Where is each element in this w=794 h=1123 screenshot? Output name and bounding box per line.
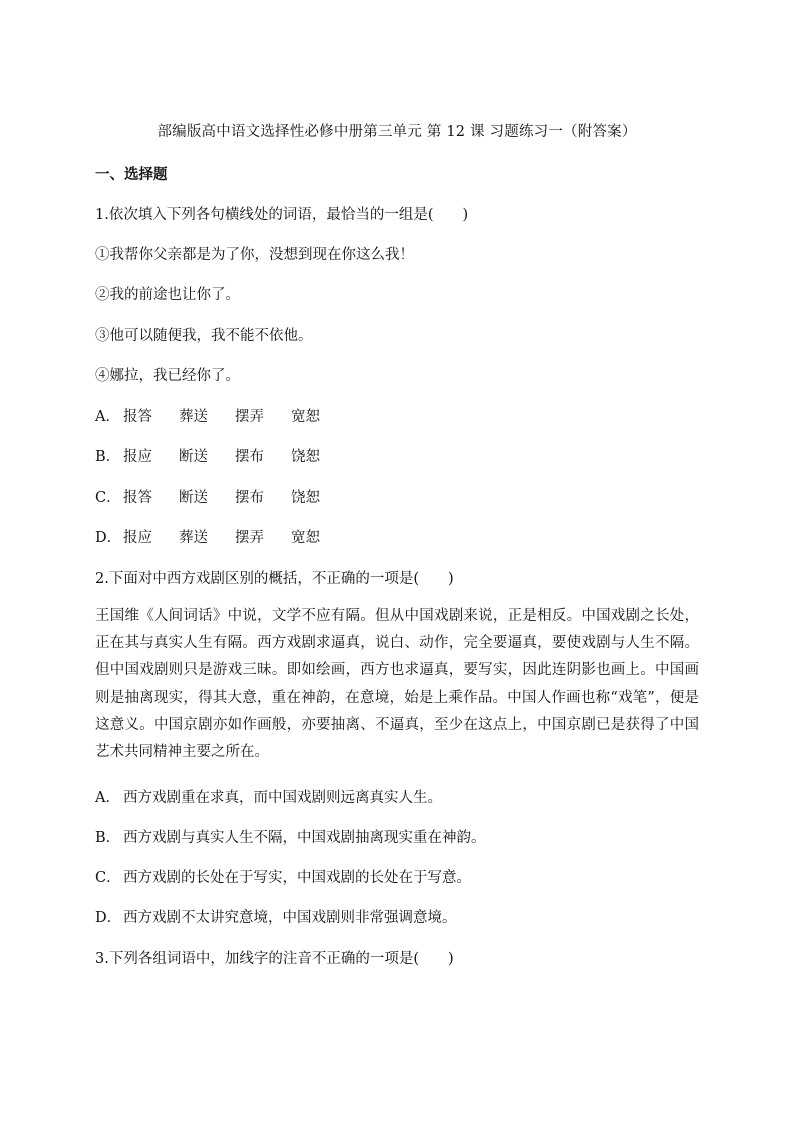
q2-passage: 王国维《人间词话》中说，文学不应有隔。但从中国戏剧来说，正是相反。中国戏剧之长处，正在其与真实人生有隔。西方戏剧求逼真，说白、动作，完全要逼真，要使戏剧与人生不隔。但中国戏剧则只是游戏三昧。即如绘画，西方也求逼真，要写实，因此连阴影也画上。中国画则是抽离现实，得其大意，重在神韵，在意境，始是上乘作品。中国人作画也称“戏笔”，便是这意义。中国京剧亦如作画般，亦要抽离、不逼真，至少在这点上，中国京剧已是获得了中国艺术共同精神主要之所在。 [95, 608, 699, 761]
option-word: 断送 [179, 490, 208, 506]
option-word: 摆弄 [235, 409, 264, 425]
q1-option-c [95, 486, 347, 507]
document-title: 部编版高中语文选择性必修中册第三单元 第 12 课 习题练习一（附答案） [157, 124, 637, 140]
option-letter: B． [95, 449, 121, 465]
option-letter: A． [95, 790, 120, 806]
question-2-stem: 2.下面对中西方戏剧区别的概括，不正确的一项是( ) [95, 571, 454, 587]
question-3-stem: 3.下列各组词语中，加线字的注音不正确的一项是( ) [95, 951, 454, 967]
option-word: 报答 [123, 490, 152, 506]
option-letter: B． [95, 830, 121, 846]
option-word: 葬送 [179, 409, 208, 425]
option-letter: C． [95, 870, 121, 886]
q1-option-a [95, 405, 347, 426]
option-word: 摆布 [235, 490, 264, 506]
q1-option-d [95, 526, 347, 547]
option-word: 报答 [123, 409, 152, 425]
option-letter: C． [95, 490, 121, 506]
option-letter: A． [95, 409, 120, 425]
option-word: 宽恕 [291, 409, 320, 425]
option-text: 西方戏剧重在求真，而中国戏剧则远离真实人生。 [123, 790, 442, 806]
option-word: 宽恕 [291, 530, 320, 546]
q1-sentence-1: ①我帮你父亲都是为了你，没想到现在你这么我！ [95, 247, 414, 263]
question-1-stem: 1.依次填入下列各句横线处的词语，最恰当的一组是( ) [95, 207, 469, 223]
option-word: 摆弄 [235, 530, 264, 546]
option-word: 饶恕 [291, 490, 320, 506]
option-word: 葬送 [179, 530, 208, 546]
q1-sentence-4: ④娜拉，我已经你了。 [95, 368, 240, 384]
option-word: 报应 [123, 449, 152, 465]
q2-option-c [95, 866, 471, 887]
option-letter: D． [95, 530, 122, 546]
q2-option-a [95, 786, 442, 807]
q1-option-b [95, 445, 347, 466]
option-word: 报应 [123, 530, 152, 546]
section-heading: 一、选择题 [95, 166, 168, 183]
q2-option-b [95, 826, 486, 847]
option-word: 断送 [179, 449, 208, 465]
option-text: 西方戏剧与真实人生不隔，中国戏剧抽离现实重在神韵。 [123, 830, 486, 846]
option-letter: D． [95, 910, 122, 926]
q2-option-d [95, 906, 457, 927]
q1-sentence-2: ②我的前途也让你了。 [95, 287, 240, 303]
option-text: 西方戏剧不太讲究意境，中国戏剧则非常强调意境。 [123, 910, 457, 926]
q1-sentence-3: ③他可以随便我，我不能不依他。 [95, 328, 313, 344]
option-text: 西方戏剧的长处在于写实，中国戏剧的长处在于写意。 [123, 870, 471, 886]
option-word: 饶恕 [291, 449, 320, 465]
option-word: 摆布 [235, 449, 264, 465]
